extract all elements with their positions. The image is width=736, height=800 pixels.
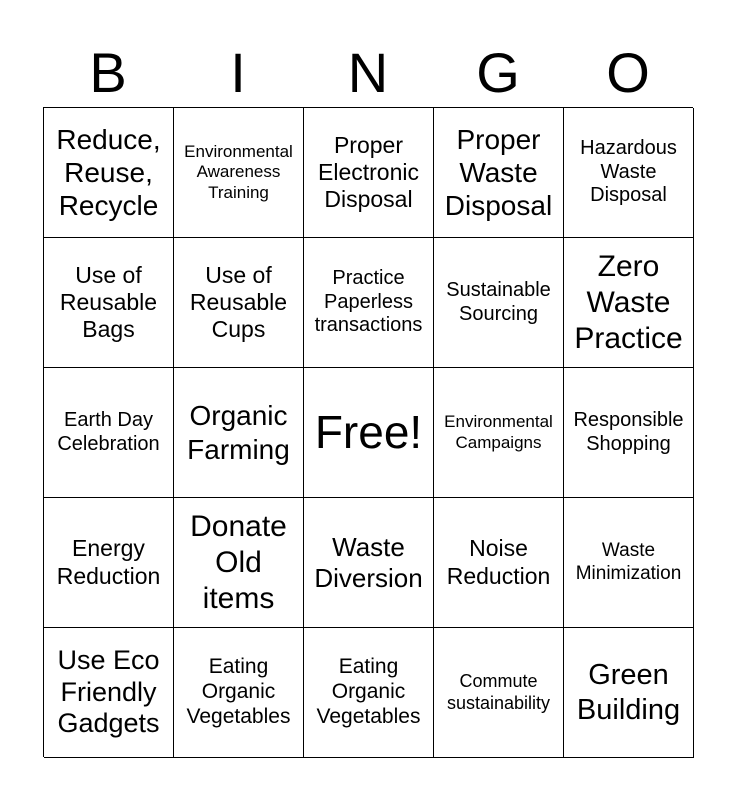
bingo-cell[interactable] <box>304 628 434 758</box>
cell-text: Hazardous Waste Disposal <box>580 137 677 207</box>
bingo-header <box>43 38 693 108</box>
bingo-cell[interactable] <box>44 238 174 368</box>
cell-text: Waste Diversion <box>314 531 423 593</box>
bingo-cell[interactable] <box>44 108 174 238</box>
bingo-cell[interactable] <box>304 108 434 238</box>
cell-text: Energy Reduction <box>56 535 161 589</box>
bingo-cell[interactable] <box>174 238 304 368</box>
cell-text: Reduce, Reuse, Recycle <box>56 123 161 222</box>
cell-text: Commute sustainability <box>446 671 551 713</box>
bingo-cell[interactable] <box>434 628 564 758</box>
cell-text: Practice Paperless transactions <box>314 267 423 337</box>
bingo-cell[interactable] <box>44 498 174 628</box>
bingo-cell[interactable] <box>174 498 304 628</box>
cell-text: Noise Reduction <box>446 535 551 589</box>
bingo-cell[interactable] <box>564 628 694 758</box>
bingo-board <box>43 107 693 757</box>
cell-text: Waste Minimization <box>575 540 682 584</box>
cell-text: Green Building <box>576 658 681 726</box>
cell-text: Free! <box>314 406 423 459</box>
cell-text: Environmental Awareness Training <box>184 142 293 202</box>
bingo-cell[interactable] <box>174 368 304 498</box>
cell-text: Organic Farming <box>187 400 290 465</box>
bingo-cell[interactable] <box>434 238 564 368</box>
cell-text: Proper Waste Disposal <box>444 123 553 222</box>
bingo-cell[interactable] <box>304 238 434 368</box>
bingo-cell[interactable] <box>304 498 434 628</box>
cell-text: Use of Reusable Cups <box>189 261 288 343</box>
header-letter-b: B <box>89 41 127 104</box>
header-letter-i: I <box>230 41 246 104</box>
cell-text: Donate Old items <box>190 509 287 615</box>
bingo-cell[interactable] <box>174 108 304 238</box>
cell-text: Zero Waste Practice <box>574 249 683 355</box>
bingo-cell[interactable] <box>44 368 174 498</box>
bingo-cell[interactable] <box>564 368 694 498</box>
bingo-cell[interactable] <box>564 498 694 628</box>
free-space-cell[interactable] <box>304 368 434 498</box>
cell-text: Earth Day Celebration <box>57 408 160 455</box>
bingo-cell[interactable] <box>434 498 564 628</box>
header-letter-o: O <box>606 41 650 104</box>
bingo-cell[interactable] <box>564 238 694 368</box>
bingo-cell[interactable] <box>434 368 564 498</box>
bingo-cell[interactable] <box>434 108 564 238</box>
header-letter-g: G <box>476 41 520 104</box>
header-letter-n: N <box>347 41 389 104</box>
cell-text: Sustainable Sourcing <box>446 278 551 325</box>
bingo-cell[interactable] <box>44 628 174 758</box>
cell-text: Use of Reusable Bags <box>59 261 158 343</box>
bingo-cell[interactable] <box>174 628 304 758</box>
cell-text: Eating Organic Vegetables <box>316 655 421 728</box>
cell-text: Responsible Shopping <box>573 408 684 455</box>
cell-text: Proper Electronic Disposal <box>318 131 419 213</box>
cell-text: Eating Organic Vegetables <box>186 655 291 728</box>
bingo-cell[interactable] <box>564 108 694 238</box>
cell-text: Environmental Campaigns <box>444 412 553 452</box>
cell-text: Use Eco Friendly Gadgets <box>57 644 160 739</box>
